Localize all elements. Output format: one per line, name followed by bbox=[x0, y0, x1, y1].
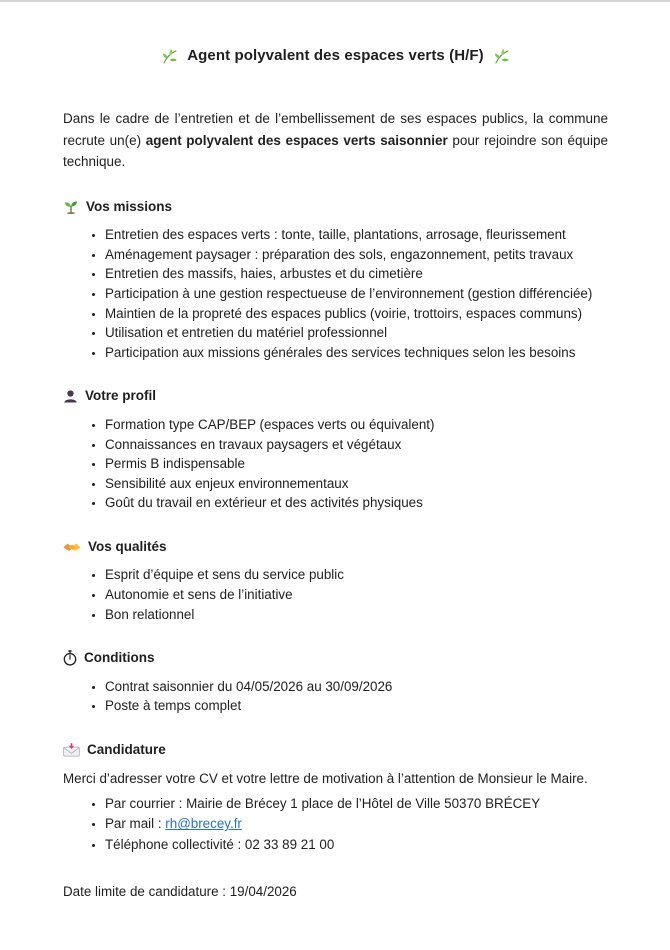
list-item-courrier: • Par courrier : Mairie de Brécey 1 place de l’Hôtel de Ville 50370 BRÉCEY bbox=[105, 794, 608, 815]
section-missions-header bbox=[63, 197, 608, 217]
section-conditions bbox=[63, 648, 608, 716]
list-item: • Sensibilité aux enjeux environnementaux bbox=[105, 474, 608, 494]
list-item-mail bbox=[105, 814, 608, 835]
list-item: • Bon relationnel bbox=[105, 605, 608, 625]
intro-text-bold: agent polyvalent des espaces verts saisonnier bbox=[145, 132, 448, 148]
list-item: • Entretien des massifs, haies, arbustes et du cimetière bbox=[105, 264, 608, 284]
list-item: • Aménagement paysager : préparation des sols, engazonnement, petits travaux bbox=[105, 245, 608, 265]
job-posting-document bbox=[0, 2, 670, 950]
profil-list bbox=[63, 415, 608, 513]
list-item-phone: • Téléphone collectivité : 02 33 89 21 00 bbox=[105, 835, 608, 856]
section-title: Candidature bbox=[87, 741, 166, 757]
qualites-list bbox=[63, 565, 608, 624]
candidature-instructions: Merci d’adresser votre CV et votre lettre de motivation à l’attention de Monsieur le Maire. bbox=[63, 770, 588, 786]
email-link[interactable]: rh@brecey.fr bbox=[165, 816, 242, 832]
intro-paragraph bbox=[63, 108, 608, 173]
list-item: • Participation à une gestion respectueuse de l’environnement (gestion différenciée) bbox=[105, 284, 608, 304]
list-item: • Connaissances en travaux paysagers et végétaux bbox=[105, 435, 608, 455]
section-title: Conditions bbox=[84, 650, 155, 666]
herb-icon bbox=[161, 48, 178, 65]
conditions-list bbox=[63, 677, 608, 716]
section-title: Vos qualités bbox=[88, 538, 167, 554]
missions-list bbox=[63, 225, 608, 362]
list-item: • Poste à temps complet bbox=[105, 696, 608, 716]
intro-text-after: pour rejoindre son équipe technique. bbox=[63, 132, 609, 170]
section-candidature bbox=[63, 740, 608, 856]
section-profil bbox=[63, 386, 608, 512]
list-item: • Maintien de la propreté des espaces publics (voirie, trottoirs, espaces communs) bbox=[105, 304, 608, 324]
page-title bbox=[63, 46, 608, 66]
list-item: • Goût du travail en extérieur et des activités physiques bbox=[105, 493, 608, 513]
seedling-icon bbox=[63, 199, 79, 215]
stopwatch-icon bbox=[63, 650, 77, 666]
section-missions bbox=[63, 197, 608, 363]
incoming-envelope-icon bbox=[63, 743, 80, 757]
list-item: • Formation type CAP/BEP (espaces verts ou équivalent) bbox=[105, 415, 608, 435]
section-title: Vos missions bbox=[86, 198, 173, 214]
section-profil-header bbox=[63, 386, 608, 406]
intro-text-before: Dans le cadre de l’entretien et de l’embellissement de ses espaces publics, la commune recrute un(e) bbox=[63, 111, 608, 148]
list-item: • Entretien des espaces verts : tonte, taille, plantations, arrosage, fleurissement bbox=[105, 225, 608, 245]
section-qualites bbox=[63, 537, 608, 624]
list-item: • Contrat saisonnier du 04/05/2026 au 30/09/2026 bbox=[105, 677, 608, 697]
section-title: Votre profil bbox=[85, 388, 157, 404]
section-conditions-header bbox=[63, 648, 608, 668]
section-candidature-header bbox=[63, 740, 608, 760]
handshake-icon bbox=[63, 540, 81, 553]
section-qualites-header bbox=[63, 537, 608, 557]
mail-label: Par mail : bbox=[105, 816, 166, 832]
list-item: • Autonomie et sens de l’initiative bbox=[105, 585, 608, 605]
herb-icon bbox=[493, 48, 510, 65]
list-item: • Esprit d’équipe et sens du service public bbox=[105, 565, 608, 585]
list-item: • Permis B indispensable bbox=[105, 454, 608, 474]
list-item: • Utilisation et entretien du matériel professionnel bbox=[105, 323, 608, 343]
candidature-list bbox=[63, 794, 608, 856]
job-title: Agent polyvalent des espaces verts (H/F) bbox=[187, 47, 484, 64]
bust-silhouette-icon bbox=[63, 389, 78, 404]
application-deadline: Date limite de candidature : 19/04/2026 bbox=[63, 883, 297, 899]
list-item: • Participation aux missions générales des services techniques selon les besoins bbox=[105, 343, 608, 363]
